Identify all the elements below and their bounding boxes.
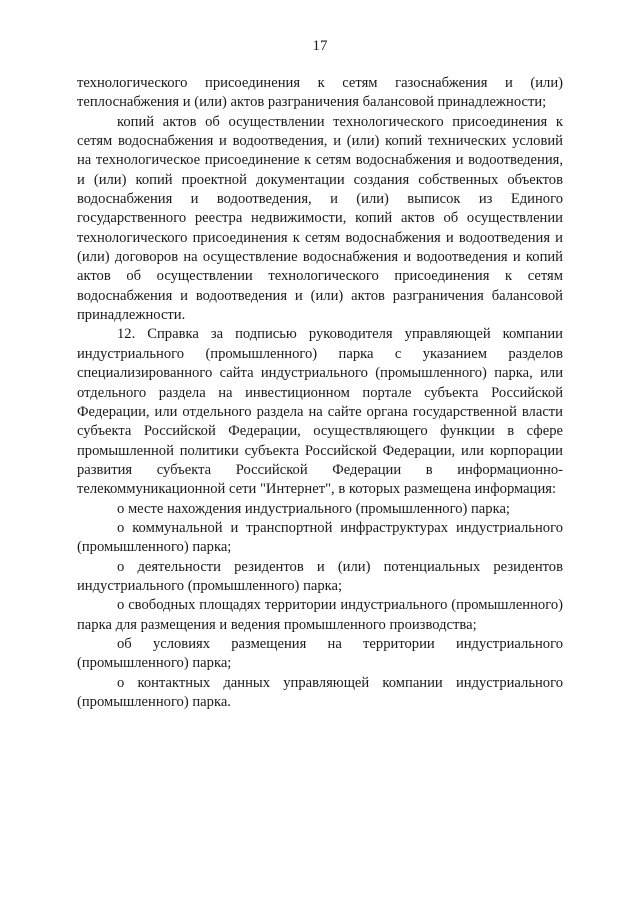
list-item-residents: о деятельности резидентов и (или) потенциальных резидентов индустриального (промышленного) парка; [77, 558, 563, 594]
list-item-placement-conditions: об условиях размещения на территории индустриального (промышленного) парка; [77, 635, 563, 672]
document-body [77, 74, 563, 712]
paragraph-water-connection-acts: копий актов об осуществлении технологического присоединения к сетям водоснабжения и водоотведения, и (или) копий технических условий на технологическое присоединение к сетям водоснабжения и водоотведения, и (или) копий проектной документации создания собственных объектов водоснабжения и водоотведения, и (или) выписок из Единого государственного реестра недвижимости, копий актов об осуществлении технологического присоединения к сетям водоснабжения и водоотведения и (или) договоров на осуществление водоснабжения и водоотведения и копий актов об осуществлении технологического присоединения к сетям водоснабжения и водоотведения и (или) актов разграничения балансовой принадлежности. [77, 113, 563, 324]
paragraph-item-12-certificate: 12. Справка за подписью руководителя управляющей компании индустриального (промышленного) парка с указанием разделов специализированного сайта индустриального (промышленного) парка, или отдельного раздела на инвестиционном портале субъекта Российской Федерации, или отдельного раздела на сайте органа государственной власти субъекта Российской Федерации, осуществляющего функции в сфере промышленной политики субъекта Российской Федерации, или корпорации развития субъекта Российской Федерации в информационно-телекоммуникационной сети "Интернет", в которых размещена информация: [77, 326, 563, 498]
list-item-infrastructure: о коммунальной и транспортной инфраструктурах индустриального (промышленного) парка; [77, 519, 563, 556]
paragraph-gas-heat-connection: технологического присоединения к сетям газоснабжения и (или) теплоснабжения и (или) актов разграничения балансовой принадлежности; [77, 75, 563, 111]
page-number: 17 [312, 38, 328, 54]
list-item-contacts: о контактных данных управляющей компании индустриального (промышленного) парка. [77, 674, 563, 710]
list-item-free-areas: о свободных площадях территории индустриального (промышленного) парка для размещения и ведения промышленного производства; [77, 597, 563, 633]
list-item-location: о месте нахождения индустриального (промышленного) парка; [117, 500, 510, 517]
